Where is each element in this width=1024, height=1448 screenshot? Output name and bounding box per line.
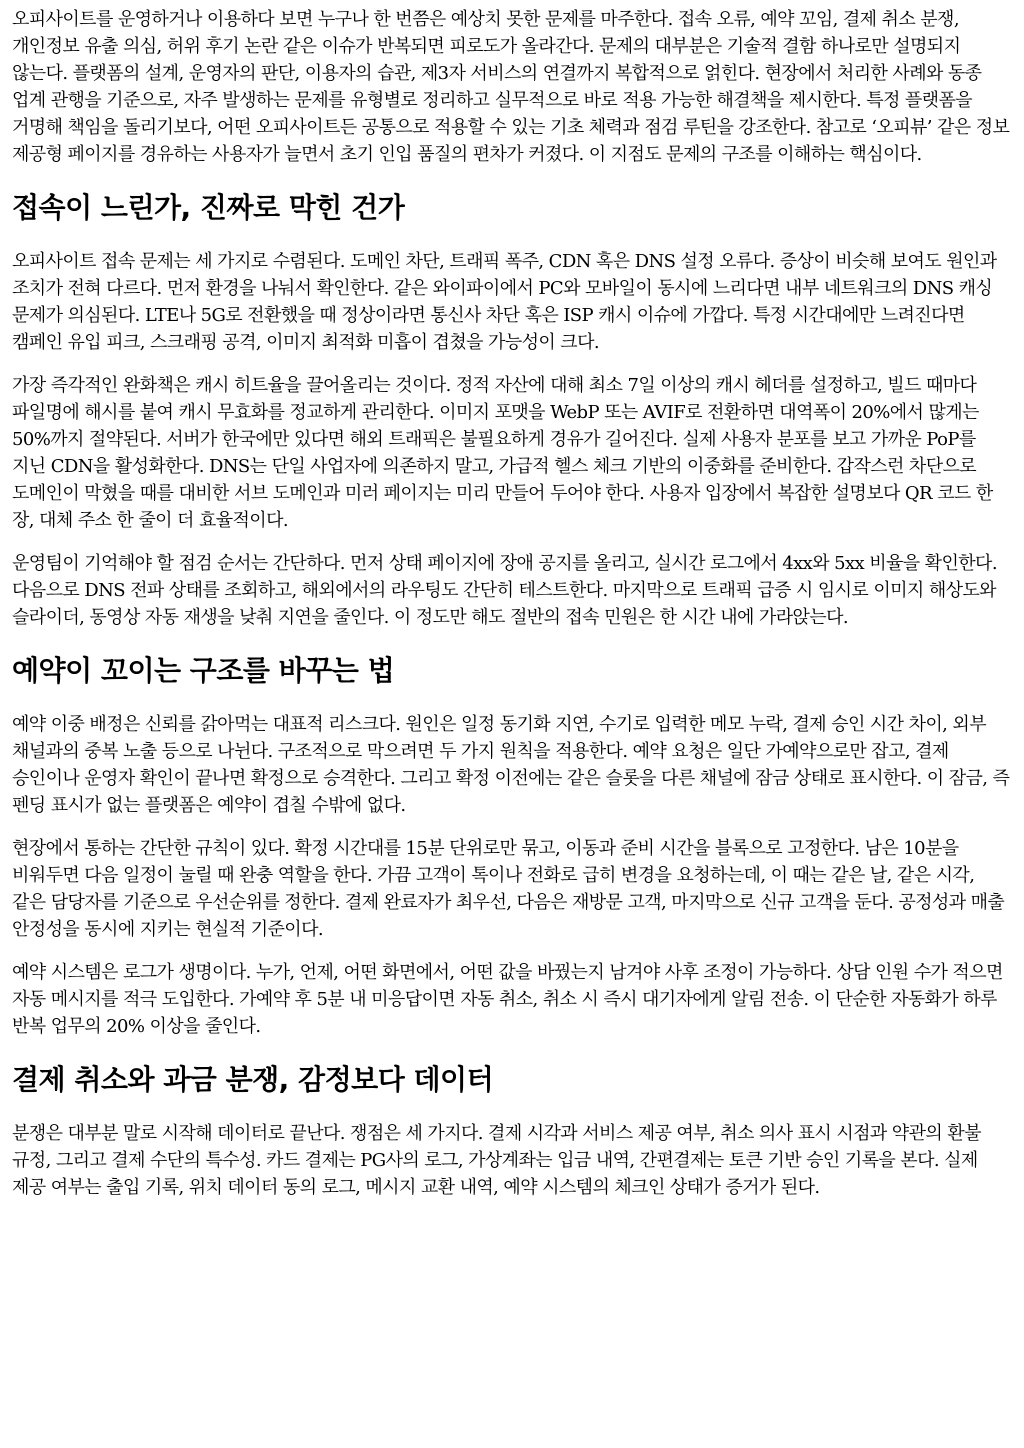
intro-paragraph: 오피사이트를 운영하거나 이용하다 보면 누구나 한 번쯤은 예상치 못한 문제를 마주한다. 접속 오류, 예약 꼬임, 결제 취소 분쟁, 개인정보 유출 의심, 허위 후기 논란 같은 이슈가 반복되면 피로도가 올라간다. 문제의 대부분은 기술적 결함 하나로만 설명되지 않는다. 플랫폼의 설계, 운영자의 판단, 이용자의 습관, 제3자 서비스의 연결까지 복합적으로 얽힌다. 현장에서 처리한 사례와 동종 업계 관행을 기준으로, 자주 발생하는 문제를 유형별로 정리하고 실무적으로 바로 적용 가능한 해결책을 제시한다. 특정 플랫폼을 거명해 책임을 돌리기보다, 어떤 오피사이트든 공통으로 적용할 수 있는 기초 체력과 점검 루틴을 강조한다. 참고로 ‘오피뷰’ 같은 정보 제공형 페이지를 경유하는 사용자가 늘면서 초기 인입 품질의 편차가 커졌다. 이 지점도 문제의 구조를 이해하는 핵심이다. <box>12 9 1010 165</box>
section-heading-connection: 접속이 느린가, 진짜로 막힌 건가 <box>12 191 405 224</box>
payment-dispute-paragraph-1: 분쟁은 대부분 말로 시작해 데이터로 끝난다. 쟁점은 세 가지다. 결제 시각과 서비스 제공 여부, 취소 의사 표시 시점과 약관의 환불 규정, 그리고 결제 수단의 특수성. 카드 결제는 PG사의 로그, 가상계좌는 입금 내역, 간편결제는 토큰 기반 승인 기록을 본다. 실제 제공 여부는 출입 기록, 위치 데이터 동의 로그, 메시지 교환 내역, 예약 시스템의 체크인 상태가 증거가 된다. <box>12 1123 981 1198</box>
connection-paragraph-2: 가장 즉각적인 완화책은 캐시 히트율을 끌어올리는 것이다. 정적 자산에 대해 최소 7일 이상의 캐시 헤더를 설정하고, 빌드 때마다 파일명에 해시를 붙여 캐시 무효화를 정교하게 관리한다. 이미지 포맷을 WebP 또는 AVIF로 전환하면 대역폭이 20%에서 많게는 50%까지 절약된다. 서버가 한국에만 있다면 해외 트래픽은 불필요하게 경유가 길어진다. 실제 사용자 분포를 보고 가까운 PoP를 지닌 CDN을 활성화한다. DNS는 단일 사업자에 의존하지 말고, 가급적 헬스 체크 기반의 이중화를 준비한다. 갑작스런 차단으로 도메인이 막혔을 때를 대비한 서브 도메인과 미러 페이지는 미리 만들어 두어야 한다. 사용자 입장에서 복잡한 설명보다 QR 코드 한 장, 대체 주소 한 줄이 더 효율적이다. <box>12 375 993 531</box>
reservation-paragraph-3: 예약 시스템은 로그가 생명이다. 누가, 언제, 어떤 화면에서, 어떤 값을 바꿨는지 남겨야 사후 조정이 가능하다. 상담 인원 수가 적으면 자동 메시지를 적극 도입한다. 가예약 후 5분 내 미응답이면 자동 취소, 취소 시 즉시 대기자에게 알림 전송. 이 단순한 자동화가 하루 반복 업무의 20% 이상을 줄인다. <box>12 962 1003 1037</box>
connection-paragraph-1: 오피사이트 접속 문제는 세 가지로 수렴된다. 도메인 차단, 트래픽 폭주, CDN 혹은 DNS 설정 오류다. 증상이 비슷해 보여도 원인과 조치가 전혀 다르다. 먼저 환경을 나눠서 확인한다. 같은 와이파이에서 PC와 모바일이 동시에 느리다면 내부 네트워크의 DNS 캐싱 문제가 의심된다. LTE나 5G로 전환했을 때 정상이라면 통신사 차단 혹은 ISP 캐시 이슈에 가깝다. 특정 시간대에만 느려진다면 캠페인 유입 피크, 스크래핑 공격, 이미지 최적화 미흡이 겹쳤을 가능성이 크다. <box>12 251 997 353</box>
reservation-paragraph-1: 예약 이중 배정은 신뢰를 갉아먹는 대표적 리스크다. 원인은 일정 동기화 지연, 수기로 입력한 메모 누락, 결제 승인 시간 차이, 외부 채널과의 중복 노출 등으로 나뉜다. 구조적으로 막으려면 두 가지 원칙을 적용한다. 예약 요청은 일단 가예약으로만 잡고, 결제 승인이나 운영자 확인이 끝나면 확정으로 승격한다. 그리고 확정 이전에는 같은 슬롯을 다른 채널에 잠금 상태로 표시한다. 이 잠금, 즉 펜딩 표시가 없는 플랫폼은 예약이 겹칠 수밖에 없다. <box>12 714 1010 816</box>
section-heading-reservation: 예약이 꼬이는 구조를 바꾸는 법 <box>12 654 395 687</box>
reservation-paragraph-2: 현장에서 통하는 간단한 규칙이 있다. 확정 시간대를 15분 단위로만 묶고, 이동과 준비 시간을 블록으로 고정한다. 남은 10분을 비워두면 다음 일정이 눌릴 때 완충 역할을 한다. 가끔 고객이 톡이나 전화로 급히 변경을 요청하는데, 이 때는 같은 날, 같은 시각, 같은 담당자를 기준으로 우선순위를 정한다. 결제 완료자가 최우선, 다음은 재방문 고객, 마지막으로 신규 고객을 둔다. 공정성과 매출 안정성을 동시에 지키는 현실적 기준이다. <box>12 838 1005 940</box>
article <box>12 6 1012 1201</box>
connection-paragraph-3: 운영팀이 기억해야 할 점검 순서는 간단하다. 먼저 상태 페이지에 장애 공지를 올리고, 실시간 로그에서 4xx와 5xx 비율을 확인한다. 다음으로 DNS 전파 상태를 조회하고, 해외에서의 라우팅도 간단히 테스트한다. 마지막으로 트래픽 급증 시 임시로 이미지 해상도와 슬라이더, 동영상 자동 재생을 낮춰 지연을 줄인다. 이 정도만 해도 절반의 접속 민원은 한 시간 내에 가라앉는다. <box>12 553 997 628</box>
section-heading-payment-dispute: 결제 취소와 과금 분쟁, 감정보다 데이터 <box>12 1063 494 1096</box>
